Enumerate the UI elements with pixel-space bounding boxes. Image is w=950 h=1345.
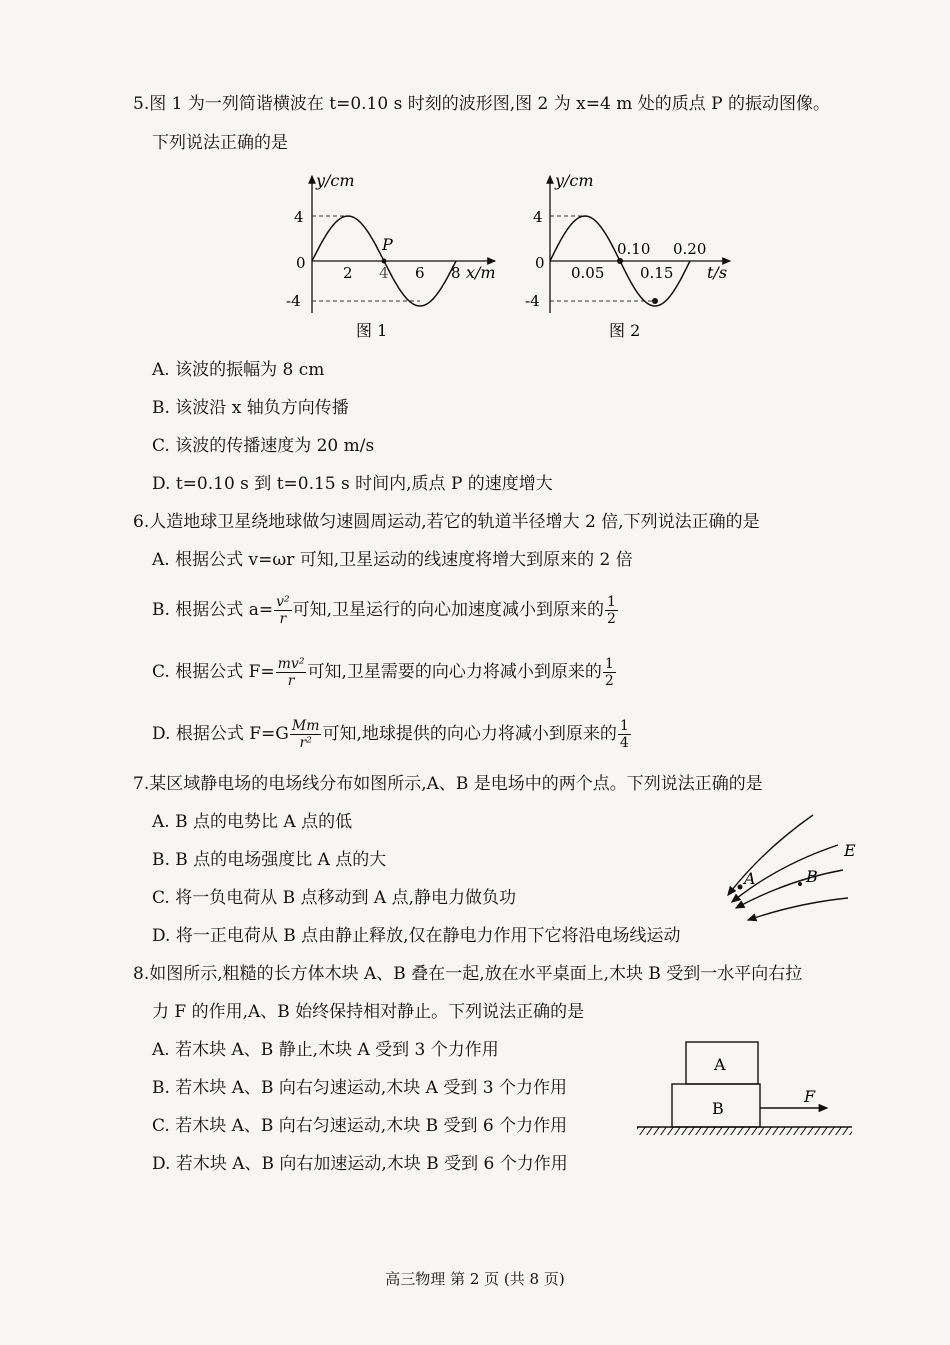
q5-option-a: A. 该波的振幅为 8 cm [152,360,325,380]
q5-stem-line2: 下列说法正确的是 [152,133,288,153]
q5-stem-line1: 5.图 1 为一列简谐横波在 t=0.10 s 时刻的波形图,图 2 为 x=4 m 处的质点 P 的振动图像。 [133,94,830,114]
block-label-a: A [714,1055,726,1074]
stacked-blocks-figure [632,1036,857,1146]
q8-option-b: B. 若木块 A、B 向右匀速运动,木块 A 受到 3 个力作用 [152,1078,567,1098]
figure-1-waveform [280,168,510,348]
q6-option-d: D. 根据公式 F=G $\frac{Mm}{\text{r²}}$ 可知,地球提供的向心力将减小到原来的 $\frac{1}{4}$ [152,718,629,751]
q7-option-a: A. B 点的电势比 A 点的低 [152,812,353,832]
q6-option-b: B. 根据公式 a= $\frac{\text{v²}}{r}$ 可知,卫星运行的向心加速度减小到原来的 $\frac{1}{2}$ [152,594,616,627]
fig2-xtick-015: 0.15 [640,264,674,282]
fig2-ytick-4: 4 [533,208,543,226]
q6b-result-fraction: $\frac{1}{2}$ [607,594,616,627]
field-label-b: B [806,867,818,886]
figure-2-vibration [515,168,745,348]
q6b-formula-fraction: $\frac{\text{v²}}{r}$ [276,594,290,627]
q6c-result-fraction: $\frac{1}{2}$ [604,656,614,689]
fig2-ytick-0: 0 [535,254,545,272]
q7-option-b: B. B 点的电场强度比 A 点的大 [152,850,387,870]
field-label-a: A [744,869,756,888]
fig2-caption: 图 2 [609,321,641,340]
q6d-result-fraction: $\frac{1}{4}$ [619,718,629,751]
fig2-y-label: y/cm [555,171,594,190]
q8-option-d: D. 若木块 A、B 向右加速运动,木块 B 受到 6 个力作用 [152,1154,568,1174]
q8-stem-line1: 8.如图所示,粗糙的长方体木块 A、B 叠在一起,放在水平桌面上,木块 B 受到一水平向右拉 [133,964,803,984]
fig1-y-label: y/cm [316,171,355,190]
fig1-xtick-6: 6 [415,264,425,282]
fig2-ytick-neg4: -4 [525,292,540,310]
fig1-ytick-0: 0 [296,254,306,272]
fig1-x-label: x/m [466,263,496,282]
q8-option-c: C. 若木块 A、B 向右匀速运动,木块 B 受到 6 个力作用 [152,1116,568,1136]
q6d-formula-fraction: $\frac{Mm}{\text{r²}}$ [291,718,320,751]
q7-stem: 7.某区域静电场的电场线分布如图所示,A、B 是电场中的两个点。下列说法正确的是 [133,774,763,794]
fig1-ytick-neg4: -4 [286,292,301,310]
block-label-b: B [712,1099,724,1118]
fig1-xtick-4: 4 [379,264,389,282]
q6c-formula-fraction: $\frac{\text{mv²}}{r}$ [277,656,305,689]
q6-stem: 6.人造地球卫星绕地球做匀速圆周运动,若它的轨道半径增大 2 倍,下列说法正确的是 [133,512,760,532]
fig2-xtick-020: 0.20 [673,240,707,258]
q8-option-a: A. 若木块 A、B 静止,木块 A 受到 3 个力作用 [152,1040,499,1060]
q6-option-c: C. 根据公式 F= $\frac{\text{mv²}}{r}$ 可知,卫星需要的向心力将减小到原来的 $\frac{1}{2}$ [152,656,614,689]
fig1-xtick-8: 8 [451,264,461,282]
q7-option-d: D. 将一正电荷从 B 点由静止释放,仅在静电力作用下它将沿电场线运动 [152,926,681,946]
fig1-ytick-4: 4 [294,208,304,226]
q5-option-b: B. 该波沿 x 轴负方向传播 [152,398,349,418]
q6-option-a: A. 根据公式 v=ωr 可知,卫星运动的线速度将增大到原来的 2 倍 [152,550,633,570]
fig2-x-label: t/s [707,263,728,282]
fig1-point-label: P [382,235,393,254]
page-footer: 高三物理 第 2 页 (共 8 页) [385,1270,565,1288]
fig2-xtick-005: 0.05 [571,264,605,282]
q7-option-c: C. 将一负电荷从 B 点移动到 A 点,静电力做负功 [152,888,516,908]
fig2-xtick-010: 0.10 [617,240,651,258]
field-label-e: E [844,841,856,860]
fig1-caption: 图 1 [356,321,388,340]
electric-field-figure [718,810,868,930]
q8-stem-line2: 力 F 的作用,A、B 始终保持相对静止。下列说法正确的是 [152,1002,585,1022]
fig1-xtick-2: 2 [343,264,353,282]
force-label-f: F [804,1087,816,1106]
q5-option-d: D. t=0.10 s 到 t=0.15 s 时间内,质点 P 的速度增大 [152,474,553,494]
q5-option-c: C. 该波的传播速度为 20 m/s [152,436,375,456]
